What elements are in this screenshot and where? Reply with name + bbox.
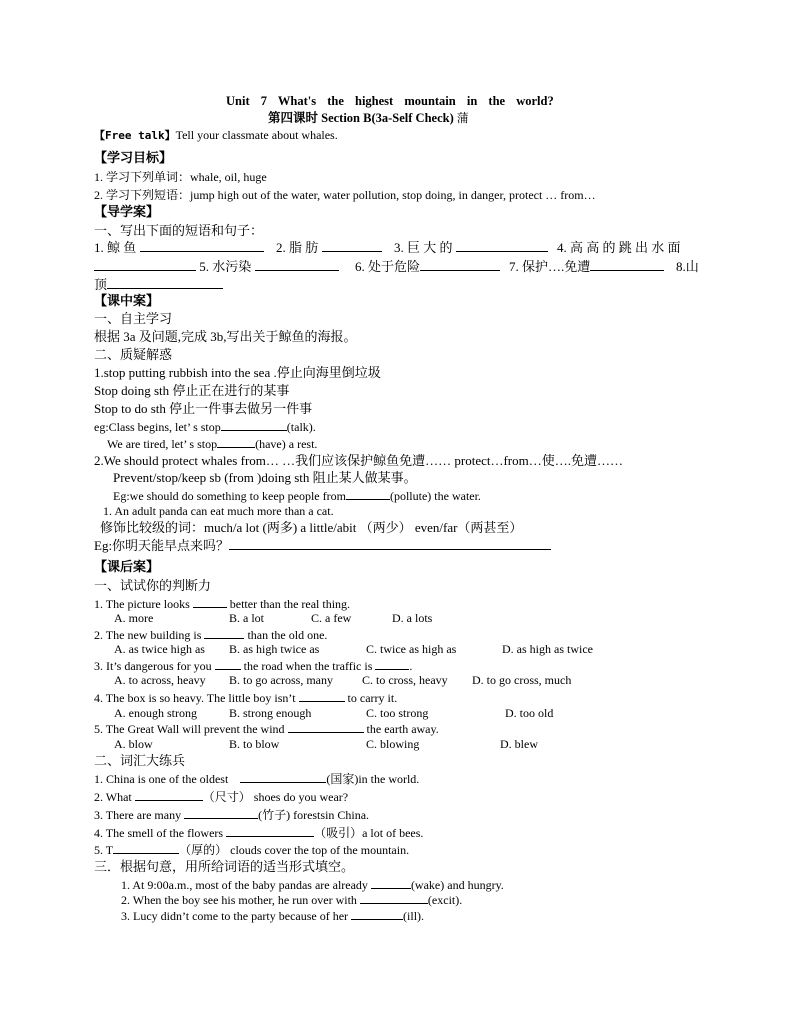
section-title: 三．根据句意，用所给词语的适当形式填空。 [94,859,355,874]
goal-item: 1. 学习下列单词：whale, oil, huge [94,170,267,184]
option: C. too strong [366,706,429,720]
option: B. strong enough [229,706,312,720]
question: 3. It’s dangerous for you the road when the traffic is . [94,659,413,673]
note-line: Stop to do sth 停止一件事去做另一件事 [94,401,313,416]
option: B. a lot [229,611,264,625]
option: C. blowing [366,737,420,751]
question: 1. The picture looks better than the real thing. [94,597,351,611]
option: B. as high twice as [229,642,320,656]
goals-heading: 【学习目标】 [94,150,173,165]
option: B. to go across, many [229,673,333,687]
free-talk: 【Free talk】Tell your classmate about whales. [94,128,338,142]
option: D. blew [500,737,538,751]
option: A. blow [114,737,153,751]
note-line: Eg:你明天能早点来吗？ [94,538,551,553]
guide-heading: 【导学案】 [94,204,160,219]
option: A. to across, heavy [114,673,206,687]
note-line: 修饰比较级的词：much/a lot (两多) a little/abit （两少） even/far（两甚至） [100,520,523,535]
class-heading: 【课中案】 [94,293,160,308]
question: 2. The new building is than the old one. [94,628,328,642]
phrase-item: 3. 巨 大 的 [394,240,548,255]
note-line: Eg:we should do something to keep people from (pollute) the water. [113,489,481,503]
guide-question: 一、写出下面的短语和句子： [94,223,264,238]
note-line: We are tired, let’ s stop (have) a rest. [107,437,318,451]
section-title: 二、词汇大练兵 [94,753,186,768]
note-line: 1. An adult panda can eat much more than a cat. [103,504,334,518]
option: C. a few [311,611,352,625]
note-line: eg:Class begins, let’ s stop (talk). [94,420,316,434]
section-title: 一、试试你的判断力 [94,578,212,593]
phrase-item: 2. 脂 肪 [276,240,382,255]
note-line: 2.We should protect whales from… …我们应该保护鲸鱼免遭…… protect…from…使….免遭…… [94,453,623,468]
option: A. as twice high as [114,642,205,656]
option: D. too old [505,706,554,720]
question: 5. The Great Wall will prevent the wind the earth away. [94,722,439,736]
vocab-item: 5. T （厚的） clouds cover the top of the mountain. [94,843,410,857]
page-subtitle: 第四课时 Section B(3a-Self Check) 蒲 [268,111,469,125]
vocab-item: 1. China is one of the oldest (国家)in the world. [94,772,420,786]
option: D. to go cross, much [472,673,572,687]
phrase-item: 顶 [94,277,223,292]
note-line: 1.stop putting rubbish into the sea .停止向海里倒垃圾 [94,365,381,380]
phrase-item: 8.山 [676,259,699,274]
vocab-item: 2. What （尺寸） shoes do you wear? [94,790,349,804]
goal-item: 2. 学习下列短语：jump high out of the water, water pollution, stop doing, in danger, protect … from… [94,188,596,202]
phrase-item: 6. 处于危险 [355,259,500,274]
option: D. as high as twice [502,642,593,656]
phrase-item: 7. 保护….免遭 [509,259,664,274]
fill-item: 3. Lucy didn’t come to the party because of her (ill). [121,909,425,923]
section-title: 一、自主学习 [94,311,173,326]
phrase-item: 1. 鲸 鱼 [94,240,264,255]
note-line: Prevent/stop/keep sb (from )doing sth 阻止某人做某事。 [113,470,417,485]
option: C. to cross, heavy [362,673,448,687]
fill-item: 1. At 9:00a.m., most of the baby pandas are already (wake) and hungry. [121,878,504,892]
section-title: 二、质疑解惑 [94,347,173,362]
after-heading: 【课后案】 [94,559,160,574]
section-text: 根据 3a 及问题,完成 3b,写出关于鲸鱼的海报。 [94,329,357,344]
option: D. a lots [392,611,433,625]
fill-item: 2. When the boy see his mother, he run over with (excit). [121,893,463,907]
option: C. twice as high as [366,642,457,656]
phrase-item: 4. 高 高 的 跳 出 水 面 [557,240,681,255]
vocab-item: 3. There are many (竹子) forestsin China. [94,808,370,822]
option: A. more [114,611,154,625]
vocab-item: 4. The smell of the flowers （吸引）a lot of bees. [94,826,424,840]
phrase-item: 5. 水污染 [94,259,339,274]
option: B. to blow [229,737,280,751]
question: 4. The box is so heavy. The little boy isn’t to carry it. [94,691,398,705]
note-line: Stop doing sth 停止正在进行的某事 [94,383,290,398]
option: A. enough strong [114,706,197,720]
page-title: Unit 7 What's the highest mountain in the world? [226,94,554,108]
